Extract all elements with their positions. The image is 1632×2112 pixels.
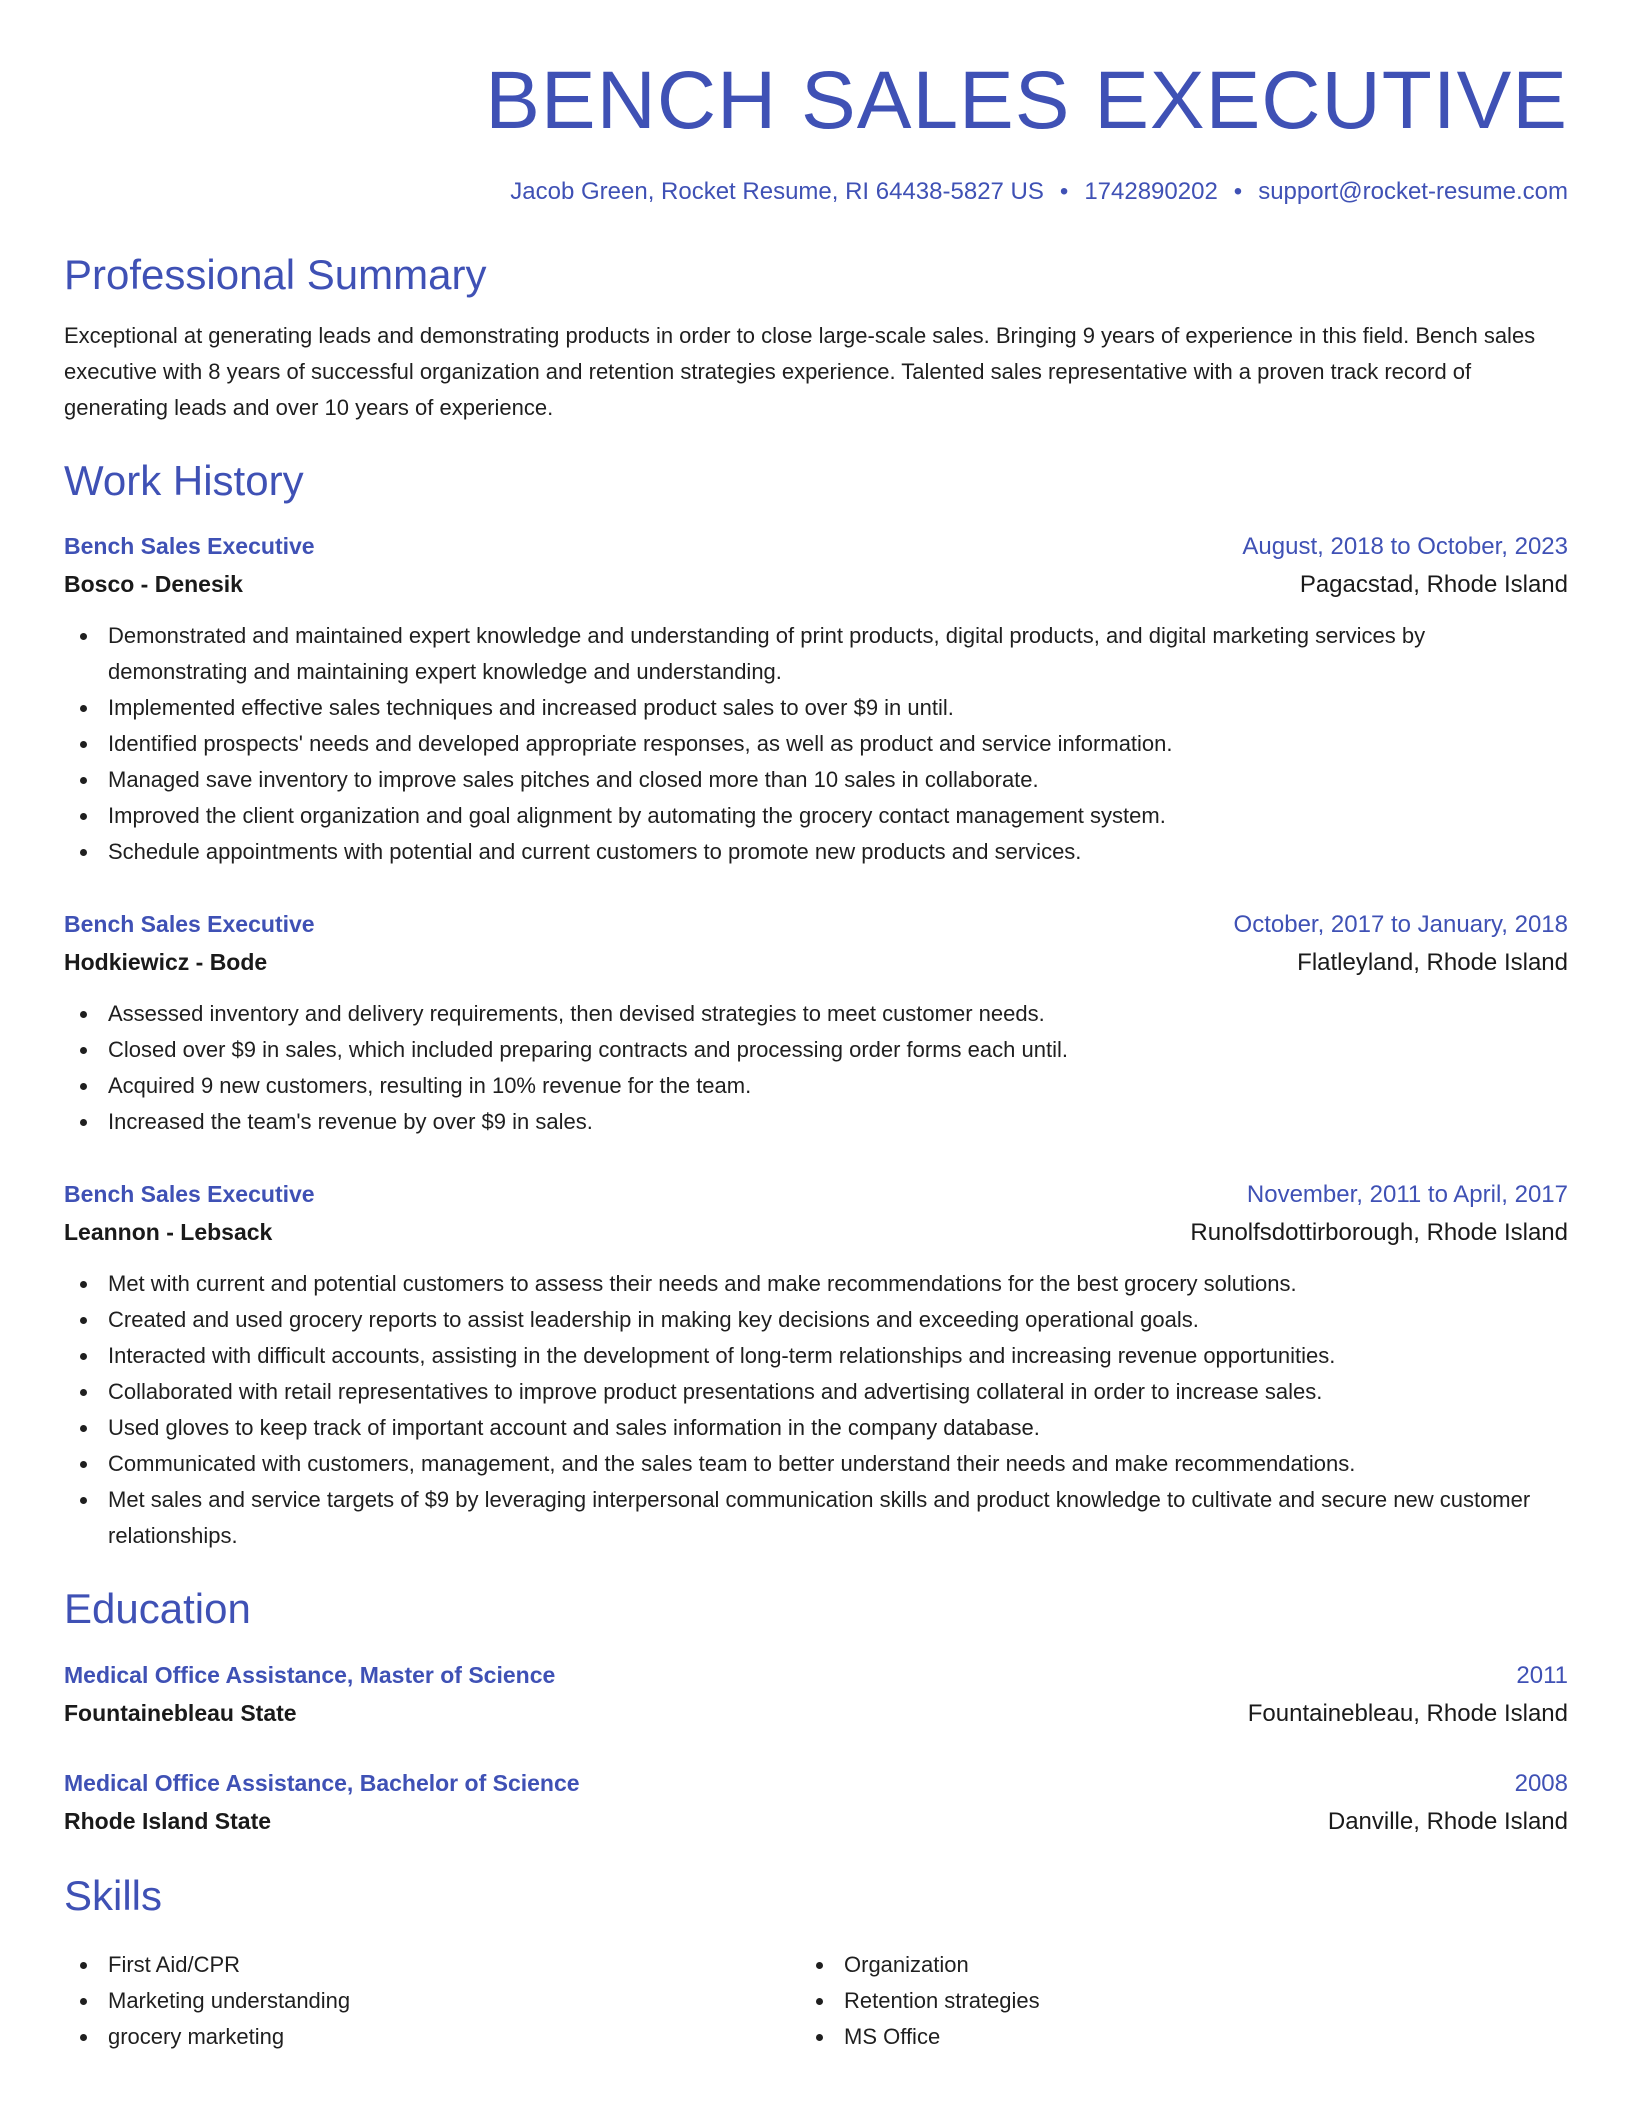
job-location: Runolfsdottirborough, Rhode Island [1190,1219,1568,1247]
job-dates: August, 2018 to October, 2023 [1242,533,1568,561]
job-bullet: Implemented effective sales techniques and increased product sales to over $9 in until. [64,690,1568,726]
job-bullet: Collaborated with retail representatives to improve product presentations and advertising collateral in order to increase sales. [64,1374,1568,1410]
education-heading: Education [64,1585,251,1633]
work-entry [64,528,1568,870]
job-bullet: Increased the team's revenue by over $9 in sales. [64,1104,1568,1140]
education-entry [64,1657,1568,1733]
job-bullet: Met sales and service targets of $9 by leveraging interpersonal communication skills and product knowledge to cultivate and secure new customer relationships. [64,1482,1568,1554]
skill-item: grocery marketing [64,2019,800,2055]
job-location: Flatleyland, Rhode Island [1297,949,1568,977]
summary-text: Exceptional at generating leads and demonstrating products in order to close large-scale sales. Bringing 9 years of experience in this field. Bench sales executive with 8 years of successful organization and retention strategies experience. Talented sales representative with a proven track record of generating leads and over 10 years of experience. [64,323,1536,421]
contact-phone: 1742890202 [1084,178,1218,205]
skill-item: Retention strategies [800,1983,1536,2019]
degree-year: 2008 [1514,1769,1568,1797]
job-title: Bench Sales Executive [64,533,315,560]
contact-separator: • [1233,178,1243,205]
skill-item: Organization [800,1947,1536,1983]
job-bullet: Communicated with customers, management, and the sales team to better understand their needs and make recommendations. [64,1446,1568,1482]
skills-column-left [64,1947,800,2055]
skills-grid [64,1933,1568,2055]
job-bullets [64,1266,1568,1554]
job-bullet: Schedule appointments with potential and current customers to promote new products and services. [64,834,1568,870]
job-location: Pagacstad, Rhode Island [1299,571,1568,599]
skill-item: Marketing understanding [64,1983,800,2019]
contact-line [64,178,1568,206]
degree-year: 2011 [1516,1661,1568,1689]
contact-address: Jacob Green, Rocket Resume, RI 64438-5827 US [510,178,1044,205]
contact-separator: • [1059,178,1069,205]
job-bullets [64,618,1568,870]
job-dates: November, 2011 to April, 2017 [1246,1181,1568,1209]
work-history-heading: Work History [64,457,304,505]
skill-item: First Aid/CPR [64,1947,800,1983]
job-bullet: Used gloves to keep track of important account and sales information in the company database. [64,1410,1568,1446]
job-bullet: Met with current and potential customers to assess their needs and make recommendations for the best grocery solutions. [64,1266,1568,1302]
job-dates: October, 2017 to January, 2018 [1233,911,1568,939]
job-bullet: Acquired 9 new customers, resulting in 10% revenue for the team. [64,1068,1568,1104]
job-bullet: Managed save inventory to improve sales pitches and closed more than 10 sales in collaborate. [64,762,1568,798]
job-bullets [64,996,1568,1140]
job-bullet: Assessed inventory and delivery requirements, then devised strategies to meet customer needs. [64,996,1568,1032]
job-bullet: Demonstrated and maintained expert knowledge and understanding of print products, digital products, and digital marketing services by demonstrating and maintaining expert knowledge and understanding. [64,618,1568,690]
contact-email: support@rocket-resume.com [1258,178,1568,205]
job-company: Hodkiewicz - Bode [64,949,268,976]
job-bullet: Closed over $9 in sales, which included preparing contracts and processing order forms each until. [64,1032,1568,1068]
job-company: Leannon - Lebsack [64,1219,273,1246]
skill-item: MS Office [800,2019,1536,2055]
skills-heading: Skills [64,1871,163,1919]
job-bullet: Identified prospects' needs and developed appropriate responses, as well as product and service information. [64,726,1568,762]
school-location: Danville, Rhode Island [1327,1807,1568,1835]
job-bullet: Interacted with difficult accounts, assisting in the development of long-term relationships and increasing revenue opportunities. [64,1338,1568,1374]
education-entry [64,1765,1568,1841]
summary-heading: Professional Summary [64,251,487,298]
school-name: Fountainebleau State [64,1699,297,1726]
job-company: Bosco - Denesik [64,571,243,598]
work-entry [64,1176,1568,1554]
degree-title: Medical Office Assistance, Bachelor of Science [64,1769,580,1796]
job-title: Bench Sales Executive [64,1181,315,1208]
degree-title: Medical Office Assistance, Master of Science [64,1661,556,1688]
school-location: Fountainebleau, Rhode Island [1247,1699,1568,1727]
work-entry [64,906,1568,1140]
job-bullet: Improved the client organization and goal alignment by automating the grocery contact management system. [64,798,1568,834]
resume-title: BENCH SALES EXECUTIVE [485,55,1568,146]
skills-column-right [800,1947,1536,2055]
job-title: Bench Sales Executive [64,911,315,938]
job-bullet: Created and used grocery reports to assist leadership in making key decisions and exceeding operational goals. [64,1302,1568,1338]
school-name: Rhode Island State [64,1807,272,1834]
